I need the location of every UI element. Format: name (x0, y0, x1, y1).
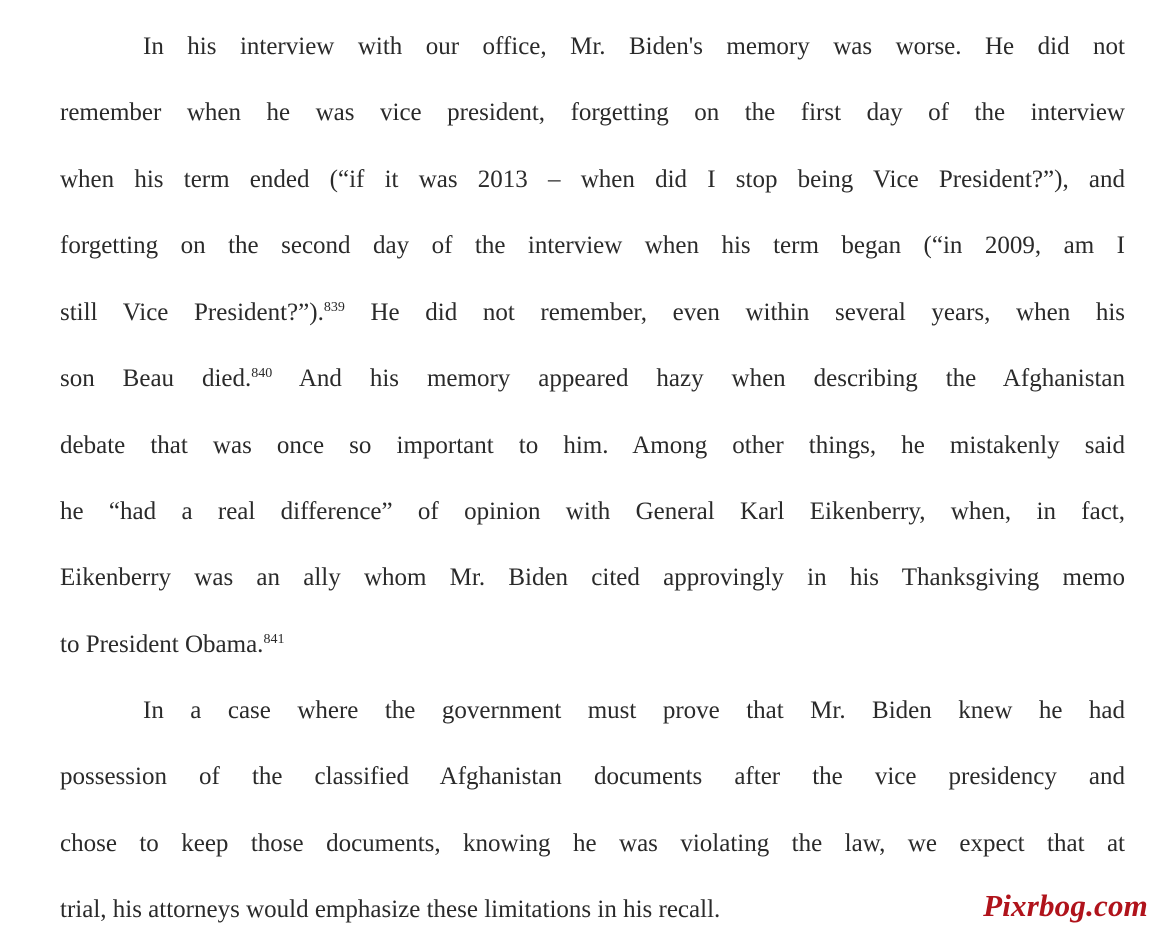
paragraph-1-line-8: he “had a real difference” of opinion with General Karl Eikenberry, when, in fact, (60, 498, 1125, 525)
line-6-text-b: And his memory appeared hazy when describing the Afghanistan (298, 365, 1126, 392)
footnote-ref-841: 841 (263, 632, 285, 647)
paragraph-2-line-1: In a case where the government must prove that Mr. Biden knew he had (143, 697, 1125, 724)
footnote-ref-840: 840 (251, 366, 273, 381)
paragraph-2-line-3: chose to keep those documents, knowing he was violating the law, we expect that at (60, 830, 1125, 857)
watermark-logo: Pixrbog.com (983, 888, 1148, 923)
paragraph-2-line-4: trial, his attorneys would emphasize these limitations in his recall. (60, 896, 721, 923)
line-10-text: to President Obama. (60, 631, 264, 658)
footnote-ref-839: 839 (323, 300, 345, 315)
paragraph-1-line-10 (60, 630, 1125, 660)
paragraph-1-line-7: debate that was once so important to him. Among other things, he mistakenly said (60, 432, 1125, 459)
line-5-text-a: still Vice President?”). (60, 299, 324, 326)
paragraph-1-line-6 (60, 364, 1125, 394)
paragraph-2-line-2: possession of the classified Afghanistan documents after the vice presidency and (60, 763, 1125, 790)
paragraph-1-line-9: Eikenberry was an ally whom Mr. Biden cited approvingly in his Thanksgiving memo (60, 564, 1125, 591)
line-5-text-b: He did not remember, even within several years, when his (370, 299, 1126, 326)
paragraph-1-line-2: remember when he was vice president, forgetting on the first day of the interview (60, 99, 1125, 126)
paragraph-1-line-4: forgetting on the second day of the interview when his term began (“in 2009, am I (60, 232, 1125, 259)
paragraph-1-line-5 (60, 298, 1125, 328)
line-6-text-a: son Beau died. (60, 365, 252, 392)
paragraph-1-line-1: In his interview with our office, Mr. Biden's memory was worse. He did not (143, 33, 1125, 60)
paragraph-1-line-3: when his term ended (“if it was 2013 – when did I stop being Vice President?”), and (60, 166, 1125, 193)
